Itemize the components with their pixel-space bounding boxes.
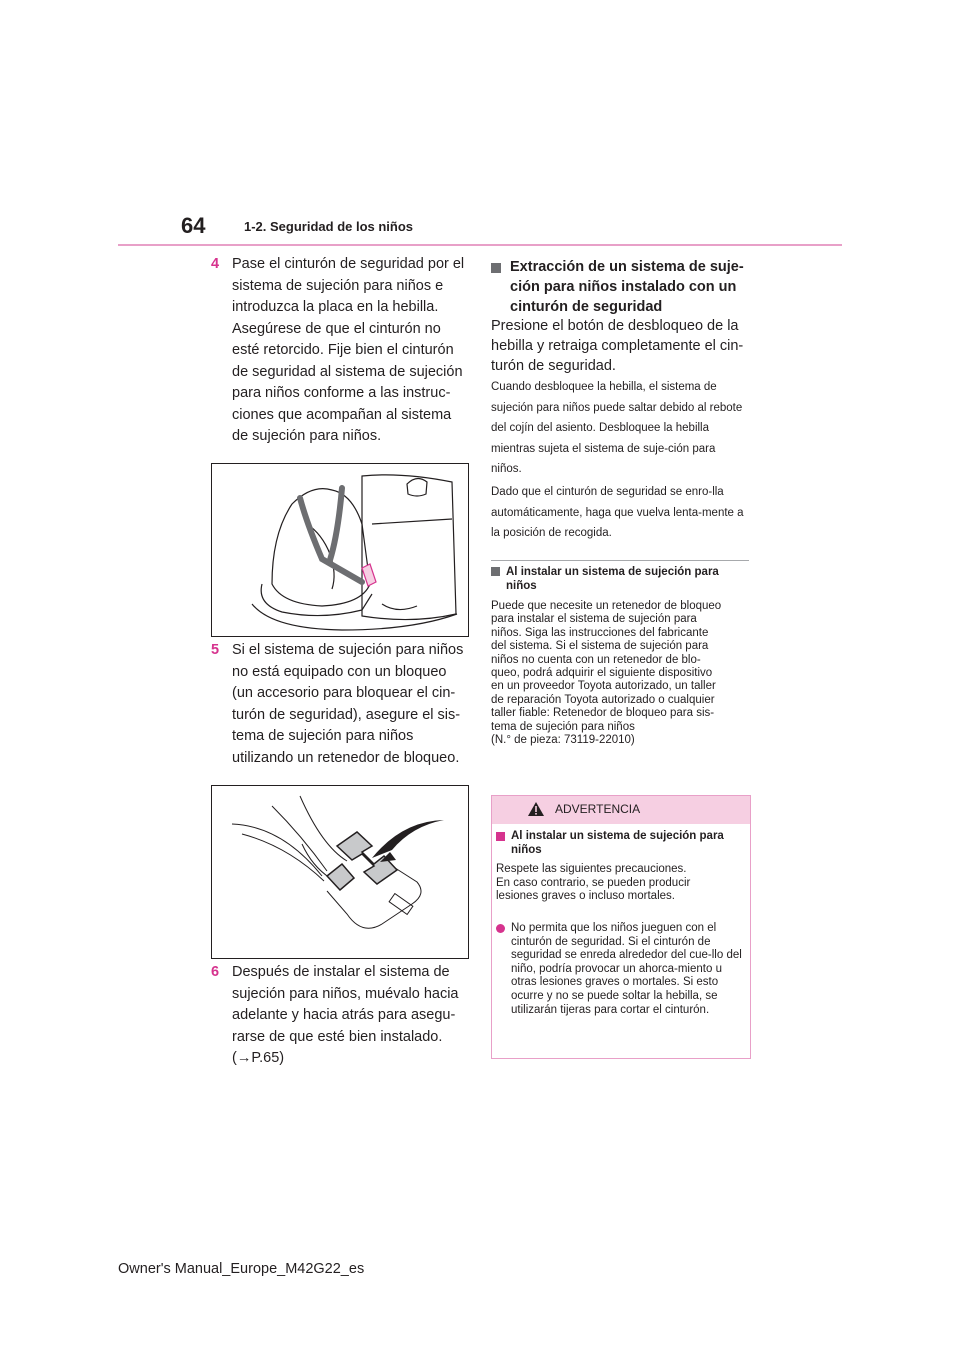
install-info-body: Puede que necesite un retenedor de bloqueo para instalar el sistema de sujeción para niños. Siga las instrucciones del fabricante del sistema. Si el sistema de sujeción para niños no cuenta con un retenedor de blo- queo, podrá adquirir el siguiente dispositivo en un proveedor Toyota autorizado, un taller de reparación Toyota autorizado o cualquier taller fiable: Retenedor de bloqueo para sis- tema de sujeción para niños (N.° de pieza: 73119-22010) [491, 600, 722, 747]
extraction-note-1: Cuando desbloquee la hebilla, el sistema de sujeción para niños puede saltar debido al rebote del cojín del asiento. Desbloquee la hebilla mientras sujeta el sistema de suje-ción para niños. [491, 381, 743, 475]
step-text: Si el sistema de sujeción para niños no está equipado con un bloqueo (un accesorio para bloquear el cin-turón de seguridad), asegure el sis-tema de sujeción para niños utilizando un retenedor de bloqueo. [232, 642, 464, 766]
square-bullet-icon [491, 567, 500, 576]
circle-bullet-icon [496, 924, 505, 933]
warning-subheading-text: Al instalar un sistema de sujeción para niños [511, 830, 724, 856]
figure-child-seat [211, 463, 469, 637]
footer-text: Owner's Manual_Europe_M42G22_es [118, 1261, 365, 1277]
warning-bullet [496, 922, 746, 1017]
page-number: 64 [181, 213, 206, 238]
square-bullet-icon [491, 263, 501, 273]
square-bullet-icon [496, 832, 505, 841]
locking-clip-illustration [212, 786, 468, 958]
warning-triangle-icon [527, 801, 545, 817]
step-number: 5 [211, 642, 220, 658]
extraction-heading [491, 257, 749, 317]
warning-label: ADVERTENCIA [555, 802, 641, 816]
section-title: 1-2. Seguridad de los niños [244, 219, 414, 234]
header-rule [118, 244, 842, 246]
extraction-note-2: Dado que el cinturón de seguridad se enro-lla automáticamente, haga que vuelva lenta-mente a la posición de recogida. [491, 486, 744, 539]
step-text: Pase el cinturón de seguridad por el sistema de sujeción para niños e introduzca la placa en la hebilla. Asegúrese de que el cinturón no esté retorcido. Fije bien el cinturón de seguridad al sistema de sujeción para niños conforme a las instruc-ciones que acompañan al sistema de sujeción para niños. [232, 256, 465, 444]
step-number: 6 [211, 964, 220, 980]
extraction-heading-text: Extracción de un sistema de suje-ción para niños instalado con un cinturón de seguridad [510, 259, 744, 315]
warning-header [492, 796, 750, 824]
warning-intro: Respete las siguientes precauciones. En caso contrario, se pueden producir lesiones graves o incluso mortales. [496, 863, 691, 903]
step-6 [211, 962, 469, 1070]
extraction-body: Presione el botón de desbloqueo de la hebilla y retraiga completamente el cin-turón de seguridad. [491, 318, 744, 374]
section-divider [491, 560, 749, 561]
warning-box [491, 795, 751, 1059]
figure-locking-clip [211, 785, 469, 959]
install-info-heading-text: Al instalar un sistema de sujeción para niños [506, 566, 719, 592]
step-number: 4 [211, 256, 220, 272]
warning-bullet-text: No permita que los niños jueguen con el cinturón de seguridad. Si el cinturón de seguridad se enreda alrededor del cue-llo del niño, podría provocar un ahorca-miento u otras lesiones graves o mortales. Si esto ocurre y no se puede soltar la hebilla, se utilizarán tijeras para cortar el cinturón. [511, 922, 742, 1016]
step-4 [211, 254, 469, 448]
install-info-heading [491, 565, 749, 593]
warning-subheading [496, 829, 746, 857]
step-5 [211, 640, 469, 769]
child-seat-illustration [212, 464, 468, 636]
step-text: Después de instalar el sistema de sujeción para niños, muévalo hacia adelante y hacia atrás para asegu-rarse de que esté bien instalado. (→P.65) [232, 964, 459, 1066]
